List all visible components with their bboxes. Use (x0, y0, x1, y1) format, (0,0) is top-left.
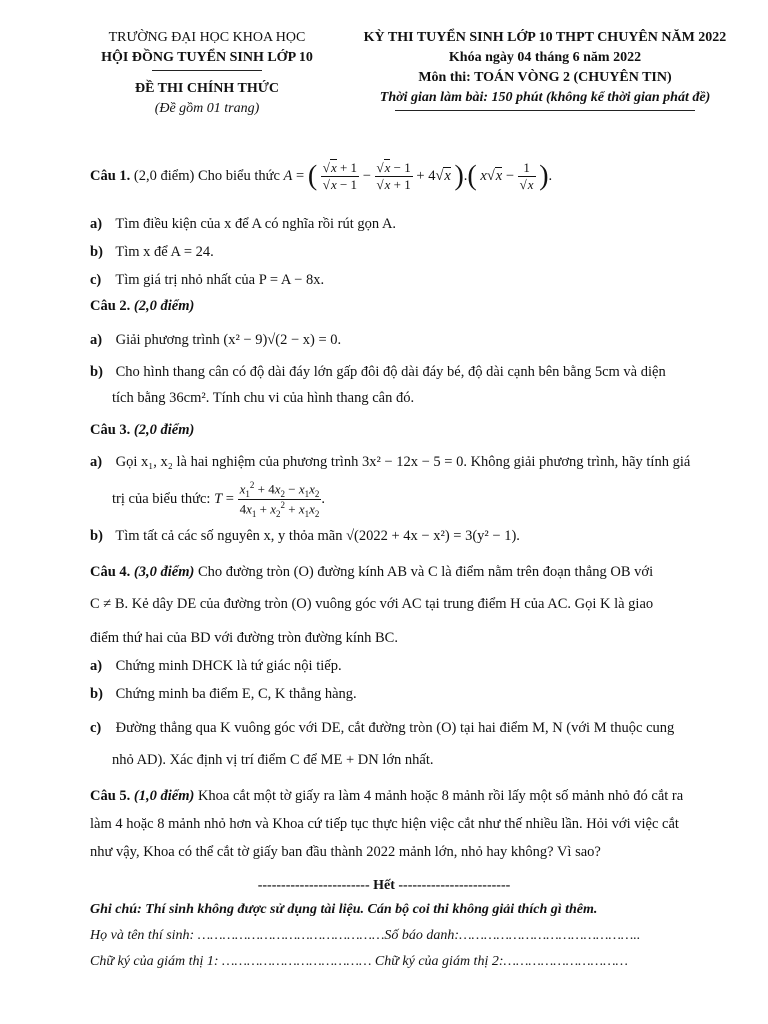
end-mark: ------------------------ Hết ------------------------ (257, 878, 511, 893)
q1-label: Câu 1. (90, 167, 131, 184)
q3-a-tag: a) (90, 454, 103, 470)
q4-line2: C ≠ B. Kẻ dây DE của đường tròn (O) vuông góc với AC tại trung điểm H của AC. Gọi K là giao (90, 596, 654, 612)
footer-note: Ghi chú: Thí sinh không được sử dụng tài liệu. Cán bộ coi thi không giải thích gì thêm. (90, 902, 598, 917)
q5-line3: như vậy, Khoa có thể cắt tờ giấy ban đầu thành 2022 mảnh lớn, nhỏ hay không? Vì sao? (90, 844, 601, 860)
q3-a-line1 (90, 454, 690, 471)
q3-points: (2,0 điểm) (133, 422, 195, 438)
q1-points: (2,0 điểm) (133, 167, 195, 184)
q3-label: Câu 3. (90, 422, 131, 438)
exam-subject: Môn thi: TOÁN VÒNG 2 (CHUYÊN TIN) (418, 70, 672, 85)
header-right-rule (395, 110, 695, 111)
q5-line1 (90, 788, 683, 805)
q4-a (90, 658, 342, 675)
q4-b (90, 686, 357, 703)
q5-label: Câu 5. (90, 788, 131, 804)
q4-text1: Cho đường tròn (O) đường kính AB và C là điểm nằm trên đoạn thẳng OB với (197, 564, 654, 580)
q3-a-text1: Gọi x₁, x₂ là hai nghiệm của phương trình 3x² − 12x − 5 = 0. Không giải phương trình, hãy tính giá (115, 454, 691, 470)
header-left-rule (152, 70, 262, 71)
q2-a (90, 332, 341, 349)
invigilator-sign-line: Chữ ký của giám thị 1: ……………………………… Chữ ký của giám thị 2:………………………… (90, 954, 628, 969)
q1-b (90, 244, 214, 261)
q3-t-formula: T = $\frac{x_1^2 + 4x_2 - x_1x_2}{4x_1 + x_2^2 + x_1x_2}$ . (214, 480, 326, 519)
q4-a-tag: a) (90, 658, 103, 674)
q2-a-text: Giải phương trình (x² − 9)√(2 − x) = 0. (115, 332, 342, 348)
header-right (350, 28, 740, 111)
q1-b-tag: b) (90, 244, 103, 260)
q1-c (90, 272, 324, 289)
q2-b-tag: b) (90, 364, 103, 380)
q3-a-line2 (112, 480, 325, 519)
q2-heading (90, 298, 194, 315)
q5-line2: làm 4 hoặc 8 mảnh nhỏ hơn và Khoa cứ tiếp tục thực hiện việc cắt như thế nhiều lần. Hỏi với việc cắt (90, 816, 679, 832)
q1-a-tag: a) (90, 216, 103, 232)
q4-c-line1 (90, 720, 674, 737)
q4-b-text: Chứng minh ba điểm E, C, K thẳng hàng. (115, 686, 357, 702)
q1-b-text: Tìm x để A = 24. (115, 244, 214, 260)
q3-b-text: Tìm tất cả các số nguyên x, y thỏa mãn √(2022 + 4x − x²) = 3(y² − 1). (115, 528, 520, 544)
q4-c-text1: Đường thẳng qua K vuông góc với DE, cắt đường tròn (O) tại hai điểm M, N (với M thuộc cung (115, 720, 675, 736)
candidate-info-line: Họ và tên thí sinh: ………………………………………Số báo danh:…………………………………….. (90, 928, 641, 943)
q4-label: Câu 4. (90, 564, 131, 580)
q3-b (90, 528, 520, 545)
q1-a-text: Tìm điều kiện của x để A có nghĩa rồi rút gọn A. (115, 216, 397, 232)
q2-points: (2,0 điểm) (133, 298, 195, 314)
q4-b-tag: b) (90, 686, 103, 702)
q2-b-line1 (90, 364, 666, 381)
q1-intro: Cho biểu thức (197, 167, 280, 184)
q1-a (90, 216, 396, 233)
q5-text1: Khoa cắt một tờ giấy ra làm 4 mảnh hoặc 8 mảnh rồi lấy một số mảnh nhỏ đó cắt ra (197, 788, 684, 804)
q2-b-line2: tích bằng 36cm². Tính chu vi của hình thang cân đó. (112, 390, 415, 406)
council-name: HỘI ĐỒNG TUYỂN SINH LỚP 10 (101, 50, 313, 65)
q1-c-tag: c) (90, 272, 102, 288)
q4-c-tag: c) (90, 720, 102, 736)
q3-heading (90, 422, 194, 439)
q1-heading (90, 160, 552, 193)
q5-points: (1,0 điểm) (133, 788, 195, 804)
q2-a-tag: a) (90, 332, 103, 348)
exam-title: KỲ THI TUYỂN SINH LỚP 10 THPT CHUYÊN NĂM 2022 (363, 30, 727, 45)
university-name: TRƯỜNG ĐẠI HỌC KHOA HỌC (108, 30, 306, 45)
q1-formula: A = ( $\frac{√x + 1}{√x - 1}$ − $\frac{√x - 1}{√x + 1}$ + 4√x ).( x√x − $\frac{1}{√x}$ ). (283, 160, 553, 192)
q4-a-text: Chứng minh DHCK là tứ giác nội tiếp. (115, 658, 342, 674)
q1-c-text: Tìm giá trị nhỏ nhất của P = A − 8x. (115, 272, 325, 288)
exam-date: Khóa ngày 04 tháng 6 năm 2022 (448, 50, 642, 65)
exam-duration: Thời gian làm bài: 150 phút (không kể thời gian phát đề) (379, 90, 711, 105)
q4-c-line2: nhỏ AD). Xác định vị trí điểm C để ME + DN lớn nhất. (112, 752, 434, 768)
pages-note: (Đề gồm 01 trang) (154, 101, 260, 116)
q4-points: (3,0 điểm) (133, 564, 195, 580)
header-left (72, 28, 342, 119)
q3-a-prefix: trị của biểu thức: (112, 490, 211, 507)
q2-b-text1: Cho hình thang cân có độ dài đáy lớn gấp đôi độ dài đáy bé, độ dài cạnh bên bằng 5cm và diện (115, 364, 666, 380)
q2-label: Câu 2. (90, 298, 131, 314)
doc-type: ĐỀ THI CHÍNH THỨC (134, 81, 280, 96)
q4-line1 (90, 564, 653, 581)
q4-line3: điểm thứ hai của BD với đường tròn đường kính BC. (90, 630, 398, 646)
q3-b-tag: b) (90, 528, 103, 544)
